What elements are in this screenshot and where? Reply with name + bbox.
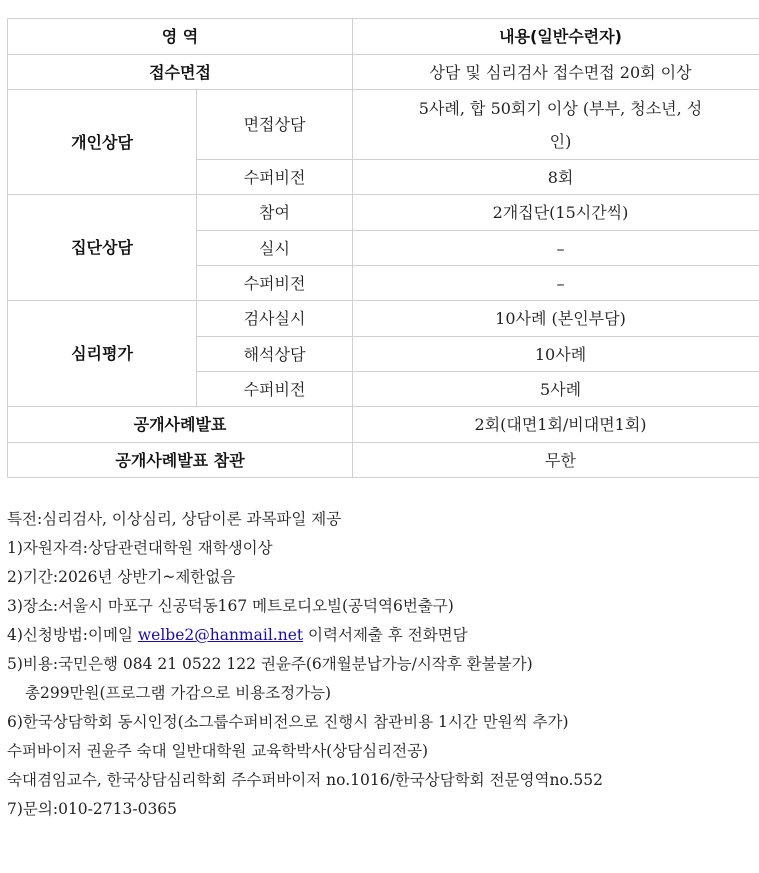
content-interview-line2: 인) <box>549 131 572 151</box>
content-assessment-super: 5사례 <box>353 372 759 407</box>
table-row <box>8 407 759 443</box>
table-row <box>8 195 759 231</box>
notes-section <box>7 505 759 824</box>
sub-interview: 면접상담 <box>197 90 353 160</box>
sub-conduct: 실시 <box>197 231 353 266</box>
note-cost: 5)비용:국민은행 084 21 0522 122 권윤주(6개월분납가능/시작후 환불불가) <box>7 655 533 673</box>
content-public-case-attend: 무한 <box>353 443 759 478</box>
content-participate: 2개집단(15시간씩) <box>353 195 759 231</box>
area-individual: 개인상담 <box>8 90 197 195</box>
content-intake: 상담 및 심리검사 접수면접 20회 이상 <box>353 55 759 90</box>
table-header-row <box>8 19 759 55</box>
content-test: 10사례 (본인부담) <box>353 301 759 337</box>
area-group: 집단상담 <box>8 195 197 301</box>
note-supervisor: 수퍼바이저 권윤주 숙대 일반대학원 교육학박사(상담심리전공) <box>7 742 429 760</box>
training-requirements-table <box>7 18 759 478</box>
table-row <box>8 443 759 478</box>
note-qualification: 1)자원자격:상담관련대학원 재학생이상 <box>7 539 273 557</box>
area-public-case-attend: 공개사례발표 참관 <box>8 443 353 478</box>
header-content: 내용(일반수련자) <box>353 19 759 55</box>
table-row <box>8 301 759 337</box>
content-individual-super: 8회 <box>353 160 759 195</box>
note-application-suffix: 이력서제출 후 전화면담 <box>303 626 468 644</box>
note-application-prefix: 4)신청방법:이메일 <box>7 626 138 644</box>
content-group-super: – <box>353 266 759 301</box>
email-link[interactable]: welbe2@hanmail.net <box>137 626 304 644</box>
sub-individual-super: 수퍼비전 <box>197 160 353 195</box>
sub-group-super: 수퍼비전 <box>197 266 353 301</box>
note-benefits: 특전:심리검사, 이상심리, 상담이론 과목파일 제공 <box>7 510 342 528</box>
content-public-case: 2회(대면1회/비대면1회) <box>353 407 759 443</box>
area-intake: 접수면접 <box>8 55 353 90</box>
content-interpret: 10사례 <box>353 337 759 372</box>
note-application <box>7 621 759 650</box>
note-period: 2)기간:2026년 상반기~제한없음 <box>7 568 236 586</box>
sub-test: 검사실시 <box>197 301 353 337</box>
note-contact: 7)문의:010-2713-0365 <box>7 800 178 818</box>
header-area: 영 역 <box>8 19 353 55</box>
sub-interpret: 해석상담 <box>197 337 353 372</box>
note-supervisor-credentials: 숙대겸임교수, 한국상담심리학회 주수퍼바이저 no.1016/한국상담학회 전문영역no.552 <box>7 771 604 789</box>
content-interview <box>353 90 759 160</box>
content-interview-line1: 5사례, 합 50회기 이상 (부부, 청소년, 성 <box>418 98 703 118</box>
table-row <box>8 90 759 160</box>
area-public-case: 공개사례발표 <box>8 407 353 443</box>
note-location: 3)장소:서울시 마포구 신공덕동167 메트로디오빌(공덕역6번출구) <box>7 597 454 615</box>
sub-assessment-super: 수퍼비전 <box>197 372 353 407</box>
sub-participate: 참여 <box>197 195 353 231</box>
table-row <box>8 55 759 90</box>
note-cost-total: 총299만원(프로그램 가감으로 비용조정가능) <box>25 684 332 702</box>
content-conduct: – <box>353 231 759 266</box>
note-recognition: 6)한국상담학회 동시인정(소그룹수퍼비전으로 진행시 참관비용 1시간 만원씩 추가) <box>7 713 569 731</box>
area-assessment: 심리평가 <box>8 301 197 407</box>
